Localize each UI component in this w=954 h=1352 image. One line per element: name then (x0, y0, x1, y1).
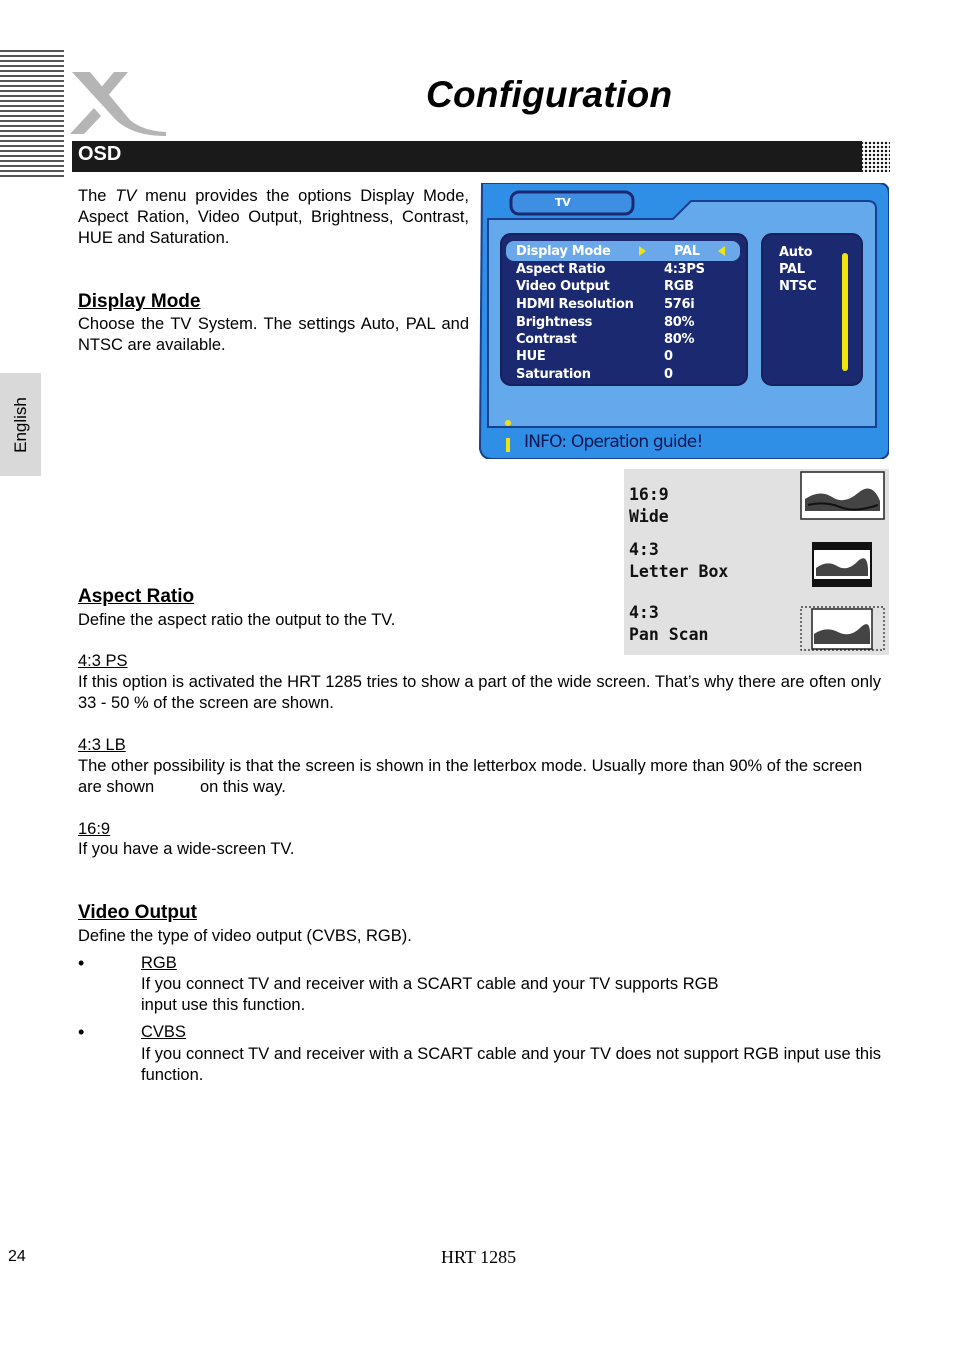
osd-menu-value: 80% (664, 332, 695, 347)
display-mode-heading: Display Mode (78, 291, 201, 312)
ar-letterbox-label: 4:3 Letter Box (629, 540, 729, 581)
rgb-label: RGB (141, 954, 177, 972)
osd-menu-value: 576i (664, 297, 695, 312)
lb-label: 4:3 LB (78, 736, 126, 754)
osd-option-auto: Auto (779, 245, 813, 260)
rgb-text-line2: input use this function. (141, 996, 306, 1014)
cvbs-label: CVBS (141, 1023, 186, 1041)
video-output-text: Define the type of video output (CVBS, RGB). (78, 927, 412, 945)
section-bar-dots (852, 141, 890, 172)
language-tab (0, 373, 41, 476)
osd-menu-label: Saturation (516, 367, 591, 382)
page-title: Configuration (426, 74, 673, 115)
intro-tv-word: TV (115, 187, 137, 205)
osd-menu-label: HUE (516, 349, 546, 364)
ps-label: 4:3 PS (78, 652, 128, 670)
language-label: English (10, 396, 30, 453)
osd-option-ntsc: NTSC (779, 279, 817, 294)
bullet-rgb: • (78, 953, 85, 973)
video-output-heading: Video Output (78, 902, 197, 923)
aspect-ratio-illustration (624, 469, 889, 655)
osd-menu-value: 0 (664, 349, 673, 364)
ar-panscan-label: 4:3 Pan Scan (629, 603, 709, 644)
lb-text: The other possibility is that the screen is shown in the letterbox mode. Usually more than 90% of the screen are shown on this way. (78, 757, 867, 796)
osd-info-text: INFO: Operation guide! (524, 432, 703, 452)
section-title: OSD (78, 143, 122, 165)
header-stripes (0, 50, 64, 178)
aspect-ratio-heading: Aspect Ratio (78, 586, 195, 607)
wide-thumbnail (800, 471, 886, 521)
ps-text: If this option is activated the HRT 1285 tries to show a part of the wide screen. That’s why there are often only 33 - 50 % of the screen are shown. (78, 673, 881, 712)
page-number: 24 (8, 1248, 26, 1265)
wide-text: If you have a wide-screen TV. (78, 840, 295, 858)
osd-menu-label: Aspect Ratio (516, 262, 606, 277)
osd-menu-value: 0 (664, 367, 673, 382)
osd-menu-value: 4:3PS (664, 262, 705, 277)
footer-model: HRT 1285 (441, 1247, 517, 1267)
cvbs-text: If you connect TV and receiver with a SCART cable and your TV does not support RGB input use this function. (141, 1045, 881, 1084)
osd-menu-label: Contrast (516, 332, 577, 347)
osd-menu-value: 80% (664, 315, 695, 330)
panscan-thumbnail (800, 606, 886, 652)
letterbox-thumbnail (812, 542, 872, 587)
osd-menu-label: Brightness (516, 315, 593, 330)
display-mode-text: Choose the TV System. The settings Auto, PAL and NTSC are available. (78, 315, 469, 354)
brand-x-logo (68, 68, 168, 138)
bullet-cvbs: • (78, 1022, 85, 1042)
osd-menu-label: Video Output (516, 279, 610, 294)
intro-paragraph: The TV menu provides the options Display Mode, Aspect Ration, Video Output, Brightness, Contrast, HUE and Saturation. (78, 187, 469, 247)
osd-tab-tv: TV (555, 196, 571, 209)
osd-menu-value: PAL (674, 244, 700, 259)
osd-menu-label: HDMI Resolution (516, 297, 634, 312)
tv-osd-screenshot (478, 183, 889, 459)
osd-option-pal: PAL (779, 262, 805, 277)
section-bar (72, 141, 862, 172)
aspect-ratio-text: Define the aspect ratio the output to the TV. (78, 611, 396, 629)
osd-menu-label: Display Mode (516, 244, 611, 259)
wide-label: 16:9 (78, 820, 111, 838)
rgb-text-line1: If you connect TV and receiver with a SCART cable and your TV supports RGB (141, 975, 719, 993)
osd-menu-value: RGB (664, 279, 694, 294)
ar-wide-label: 16:9 Wide (629, 485, 669, 526)
